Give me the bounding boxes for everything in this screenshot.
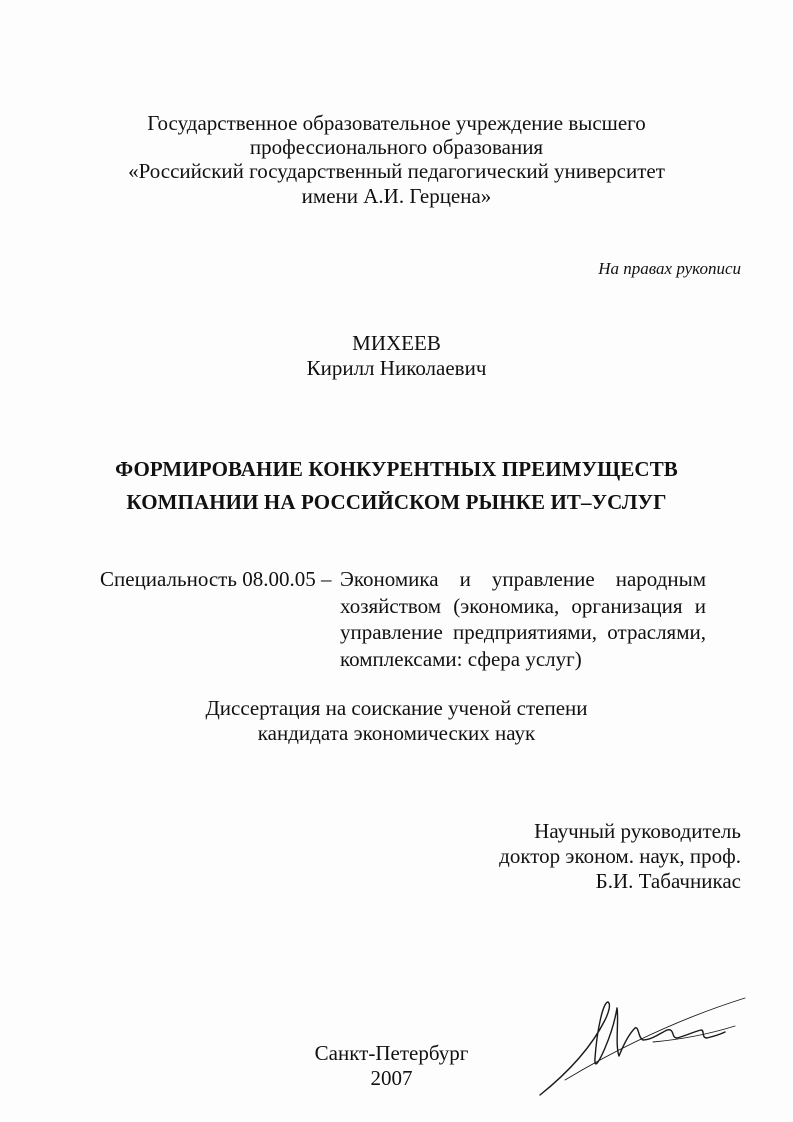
institution-line-2: профессионального образования (249, 135, 544, 159)
supervisor-degree: доктор эконом. наук, проф. (499, 844, 741, 868)
city: Санкт-Петербург (314, 1041, 469, 1065)
author-given-names: Кирилл Николаевич (306, 356, 487, 380)
specialty-line-4: комплексами: сфера услуг) (340, 646, 582, 671)
specialty-line-1: Экономика и управление народным (340, 567, 706, 591)
institution-line-4: имени А.И. Герцена» (301, 184, 492, 208)
handwritten-signature (535, 990, 750, 1100)
supervisor-role: Научный руководитель (534, 819, 741, 843)
institution-line-3: «Российский государственный педагогический университет (128, 159, 665, 183)
specialty-description (340, 566, 706, 672)
thesis-title-line-2: КОМПАНИИ НА РОССИЙСКОМ РЫНКЕ ИТ–УСЛУГ (126, 490, 667, 514)
specialty-line-3: управление предприятиями, отраслями, (340, 620, 706, 644)
supervisor-name: Б.И. Табачникас (595, 869, 741, 893)
dissertation-line-1: Диссертация на соискание ученой степени (205, 696, 588, 720)
dissertation-line-2: кандидата экономических наук (257, 721, 536, 745)
specialty-label: Специальность 08.00.05 – (100, 567, 332, 591)
manuscript-note: На правах рукописи (598, 259, 741, 278)
thesis-title-line-1: ФОРМИРОВАНИЕ КОНКУРЕНТНЫХ ПРЕИМУЩЕСТВ (115, 457, 678, 481)
year: 2007 (370, 1066, 413, 1090)
institution-line-1: Государственное образовательное учреждение высшего (147, 111, 646, 135)
specialty-line-2: хозяйством (экономика, организация и (340, 593, 706, 618)
author-surname: МИХЕЕВ (352, 331, 441, 355)
